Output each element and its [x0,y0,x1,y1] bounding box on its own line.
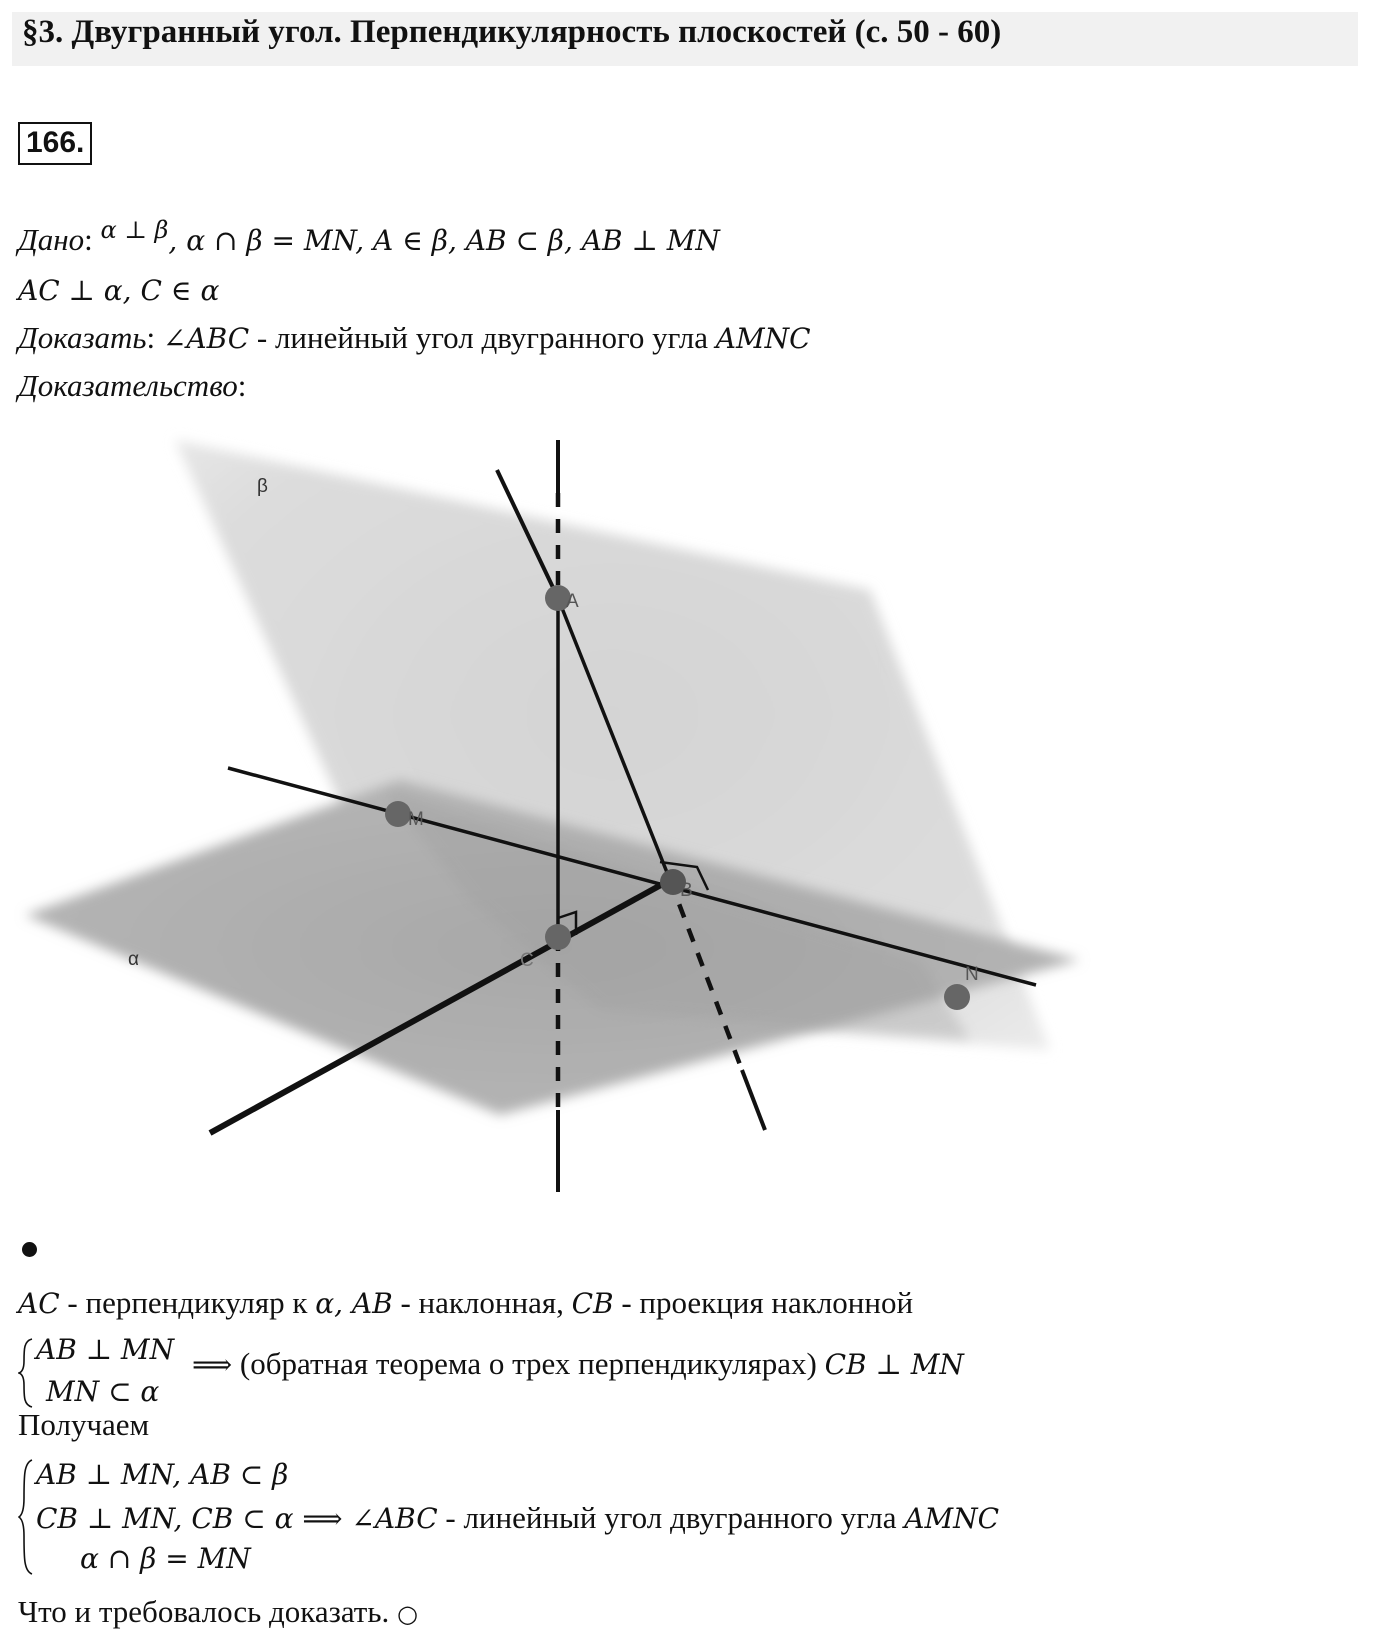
conclusion-line [18,1594,418,1630]
proof-text-3: - проекция наклонной [613,1285,914,1320]
line-ab-lower [742,1070,765,1130]
system2-row2-math: CB ⊥ MN, CB ⊂ α ⟹ ∠ABC [36,1502,438,1535]
proof-text-1: - перпендикуляр к [59,1285,316,1320]
system1-row2: MN ⊂ α [46,1375,160,1408]
label-m: M [408,809,424,830]
given-conditions-2: AC ⊥ α, C ∈ α [18,274,220,307]
gets-line: Получаем [18,1407,150,1442]
prove-label: Доказать [18,320,147,355]
point-n [944,984,970,1010]
proof-line-1 [18,1285,913,1321]
dihedral-figure [0,425,1100,1225]
label-alpha: α [128,949,139,970]
label-c: C [520,950,534,971]
proof-text-2: - наклонная, [392,1285,572,1320]
problem-number: 166. [18,122,92,165]
system1-result: CB ⊥ MN [824,1348,964,1381]
proof-label-line: Доказательство: [18,368,247,403]
given-conditions: , α ∩ β = MN, A ∈ β, AB ⊂ β, AB ⊥ MN [168,224,720,257]
prove-line: Доказать: ∠ABC - линейный угол двугранного угла AMNC [18,320,811,355]
proof-label: Доказательство [18,368,238,403]
proof-cb: CB [571,1287,614,1320]
system1-text: (обратная теорема о трех перпендикулярах) [232,1346,825,1381]
given-label: Дано [18,222,85,257]
point-c [545,924,571,950]
given-line-2 [18,272,219,308]
system2-row1: AB ⊥ MN, AB ⊂ β [36,1458,289,1491]
conclusion-text: Что и требовалось доказать. [18,1594,390,1629]
prove-angle: ∠ABC [162,322,250,355]
prove-text: - линейный угол двугранного угла [249,320,716,355]
system1-conclusion [192,1346,964,1382]
system-brace-2 [18,1458,34,1576]
end-mark: ○ [397,1600,418,1628]
system2-row2 [36,1500,999,1536]
proof-alpha-ab: α, AB [315,1287,393,1320]
prove-dihedral: AMNC [715,322,811,355]
implies-arrow-1: ⟹ [192,1348,233,1381]
page-title: §3. Двугранный угол. Перпендикулярность плоскостей (с. 50 - 60) [22,14,1002,50]
label-a: A [566,591,579,612]
label-beta: β [257,476,268,497]
system2-row2-text: - линейный угол двугранного угла [437,1500,905,1535]
system1-row1: AB ⊥ MN [36,1333,175,1366]
system2-row3: α ∩ β = MN [80,1542,251,1575]
bullet [22,1242,37,1257]
proof-ac: AC [18,1287,60,1320]
given-perp: α ⊥ β [100,216,169,244]
system2-row2-tail: AMNC [904,1502,1000,1535]
given-line-1: Дано: $^{\alpha \perp \beta}$, α ∩ β = MN, A ∈ β, AB ⊂ β, AB ⊥ MN [18,216,720,257]
label-b: B [680,880,693,901]
label-n: N [965,964,979,985]
system-brace-1 [18,1337,34,1409]
